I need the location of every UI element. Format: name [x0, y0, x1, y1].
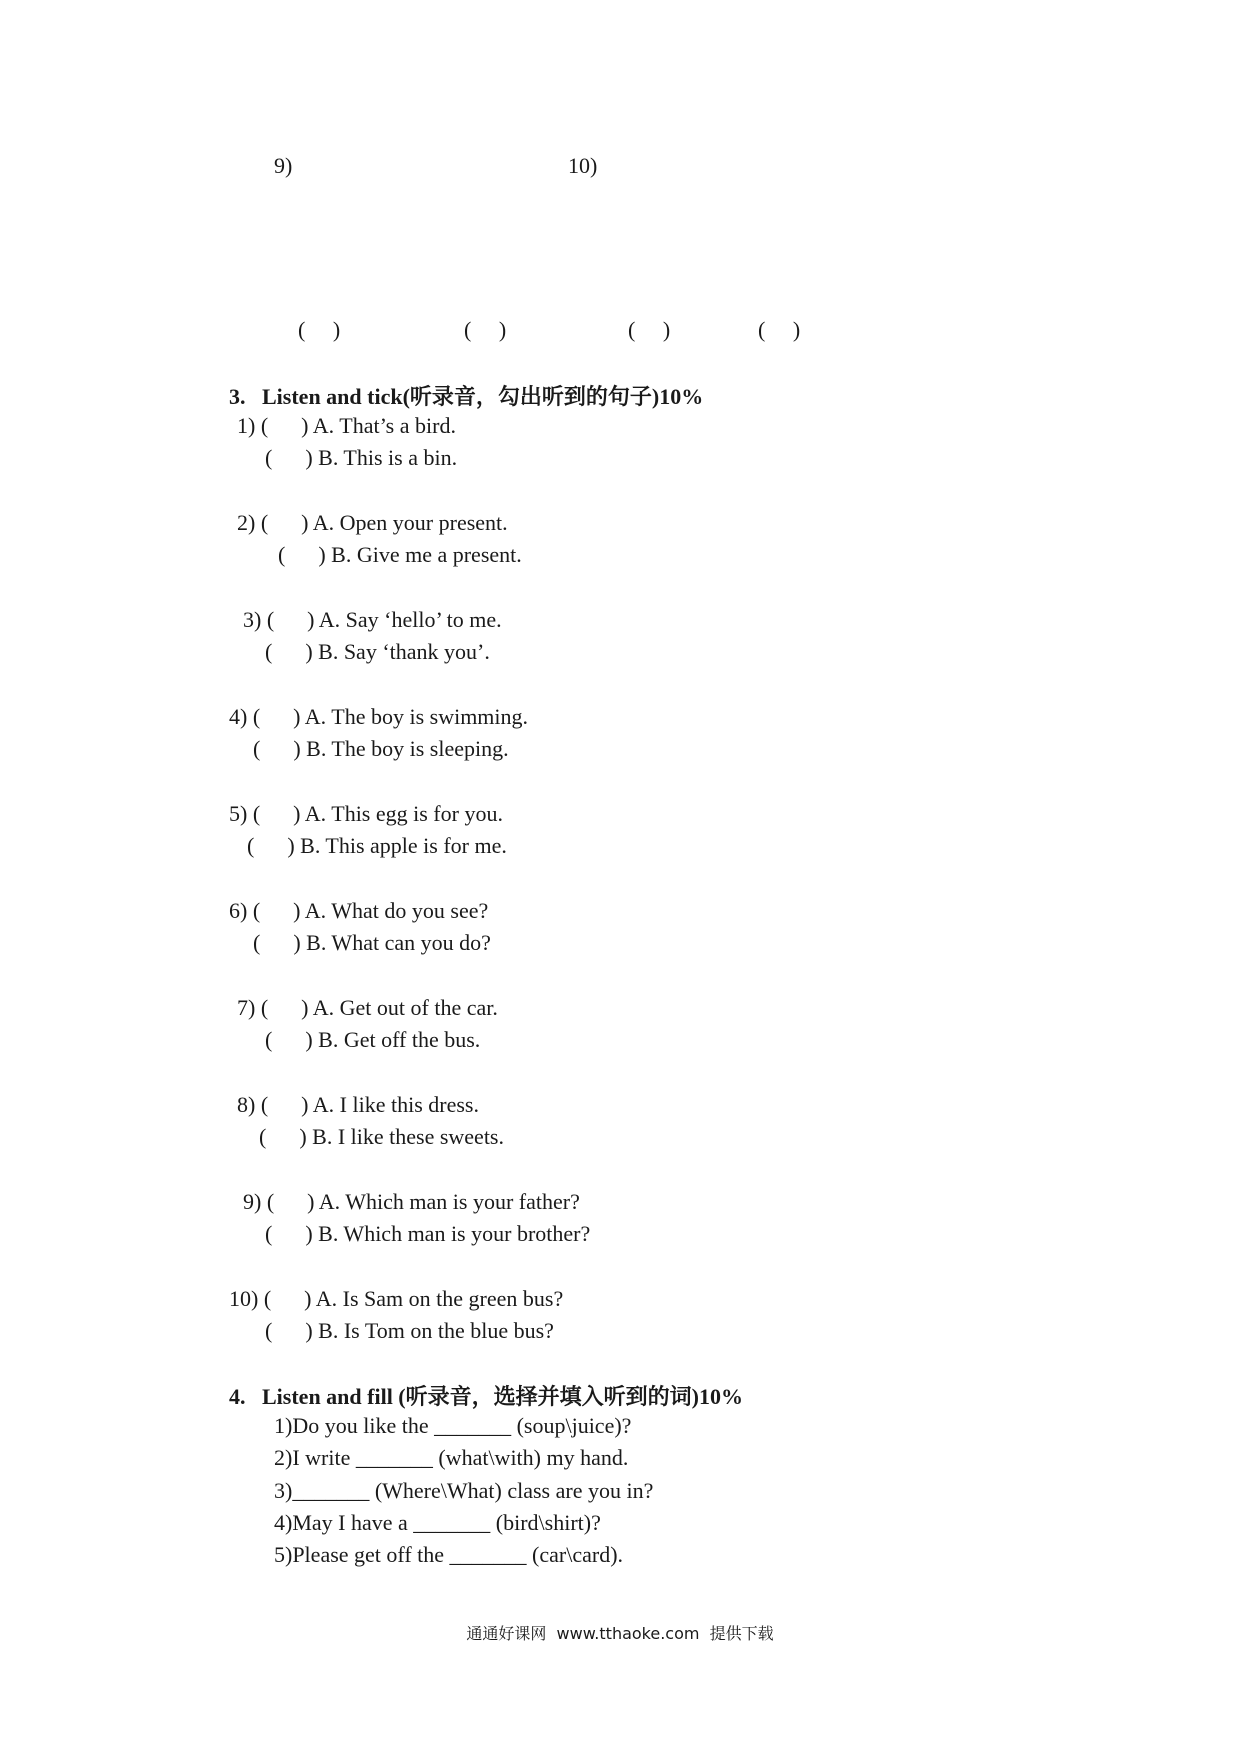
question-9-option-b[interactable]: ( ) B. Which man is your brother?: [265, 1221, 591, 1246]
fill-item-4[interactable]: 4)May I have a _______ (bird\shirt)?: [274, 1510, 601, 1535]
picture-label-10: 10): [568, 153, 598, 178]
answer-blank[interactable]: ( ): [758, 317, 801, 342]
section-3-heading: 3. Listen and tick(听录音，勾出听到的句子)10%: [229, 384, 704, 409]
question-5-option-b[interactable]: ( ) B. This apple is for me.: [247, 833, 507, 858]
question-8-option-b[interactable]: ( ) B. I like these sweets.: [259, 1124, 504, 1149]
answer-blank[interactable]: ( ): [464, 317, 507, 342]
picture-label-9: 9): [274, 153, 293, 178]
answer-blank[interactable]: ( ): [628, 317, 671, 342]
question-8-option-a[interactable]: 8) ( ) A. I like this dress.: [237, 1092, 479, 1117]
question-6-option-a[interactable]: 6) ( ) A. What do you see?: [229, 898, 489, 923]
question-2-option-a[interactable]: 2) ( ) A. Open your present.: [237, 510, 508, 535]
question-4-option-a[interactable]: 4) ( ) A. The boy is swimming.: [229, 704, 529, 729]
section-4-heading: 4. Listen and fill (听录音，选择并填入听到的词)10%: [229, 1384, 743, 1409]
question-2-option-b[interactable]: ( ) B. Give me a present.: [278, 542, 522, 567]
fill-item-5[interactable]: 5)Please get off the _______ (car\card).: [274, 1542, 624, 1567]
answer-blank[interactable]: ( ): [298, 317, 341, 342]
question-1-option-a[interactable]: 1) ( ) A. That’s a bird.: [237, 413, 456, 438]
fill-item-1[interactable]: 1)Do you like the _______ (soup\juice)?: [274, 1413, 632, 1438]
fill-item-3[interactable]: 3)_______ (Where\What) class are you in?: [274, 1478, 654, 1503]
question-3-option-b[interactable]: ( ) B. Say ‘thank you’.: [265, 639, 490, 664]
question-9-option-a[interactable]: 9) ( ) A. Which man is your father?: [243, 1189, 580, 1214]
question-5-option-a[interactable]: 5) ( ) A. This egg is for you.: [229, 801, 503, 826]
question-4-option-b[interactable]: ( ) B. The boy is sleeping.: [253, 736, 509, 761]
question-1-option-b[interactable]: ( ) B. This is a bin.: [265, 445, 458, 470]
question-10-option-a[interactable]: 10) ( ) A. Is Sam on the green bus?: [229, 1286, 564, 1311]
question-3-option-a[interactable]: 3) ( ) A. Say ‘hello’ to me.: [243, 607, 502, 632]
footer-credit: 通通好课网 www.tthaoke.com 提供下载: [466, 1624, 774, 1643]
question-10-option-b[interactable]: ( ) B. Is Tom on the blue bus?: [265, 1318, 554, 1343]
question-6-option-b[interactable]: ( ) B. What can you do?: [253, 930, 491, 955]
question-7-option-b[interactable]: ( ) B. Get off the bus.: [265, 1027, 481, 1052]
question-7-option-a[interactable]: 7) ( ) A. Get out of the car.: [237, 995, 498, 1020]
fill-item-2[interactable]: 2)I write _______ (what\with) my hand.: [274, 1445, 629, 1470]
